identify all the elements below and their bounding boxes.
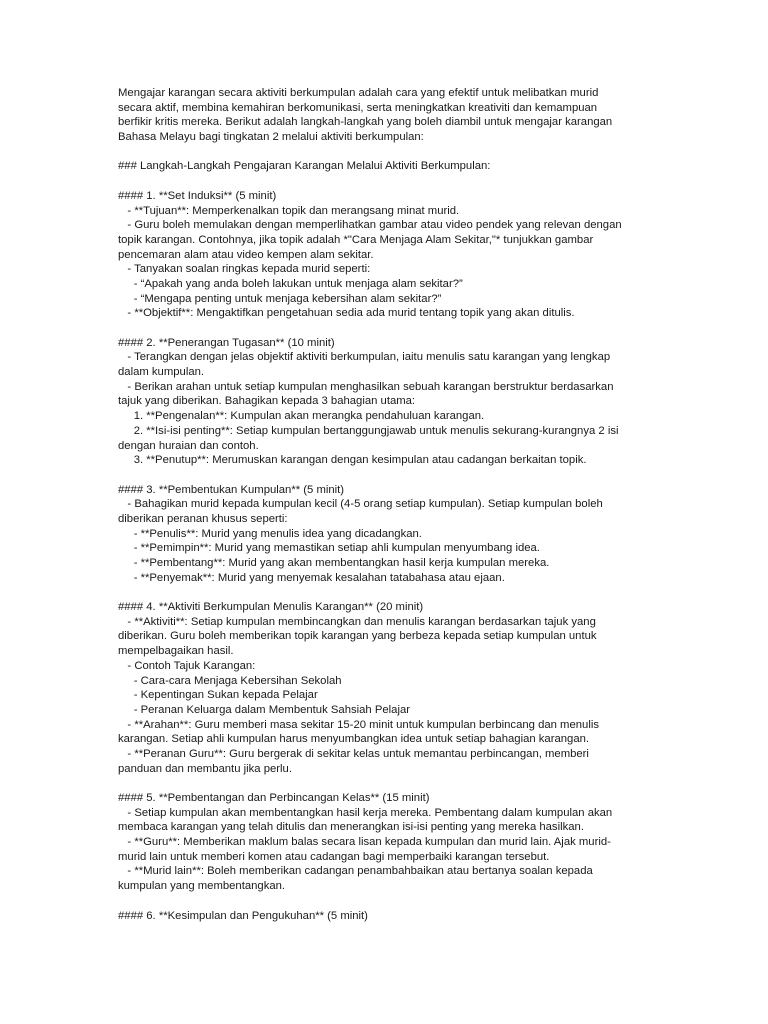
text-line: Bahasa Melayu bagi tingkatan 2 melalui aktiviti berkumpulan: — [118, 131, 424, 144]
text-line: karangan. Setiap ahli kumpulan harus menyumbangkan idea untuk setiap bahagian karangan. — [118, 733, 590, 746]
text-line: dengan huraian dan contoh. — [118, 439, 259, 452]
section-heading: #### 4. **Aktiviti Berkumpulan Menulis Karangan** (20 minit) — [118, 601, 424, 614]
text-line: 1. **Pengenalan**: Kumpulan akan merangka pendahuluan karangan. — [118, 410, 485, 423]
text-line: dalam kumpulan. — [118, 366, 205, 379]
text-line: - **Pembentang**: Murid yang akan membentangkan hasil kerja kumpulan mereka. — [118, 557, 550, 569]
text-line — [118, 585, 658, 600]
text-line: - **Murid lain**: Boleh memberikan cadangan penambahbaikan atau bertanya soalan kepada — [118, 865, 593, 878]
text-line: - Cara-cara Menjaga Kebersihan Sekolah — [118, 674, 342, 687]
document-body — [118, 86, 658, 923]
text-line: secara aktif, membina kemahiran berkomunikasi, serta meningkatkan kreativiti dan kemampuan — [118, 101, 598, 114]
text-line: diberikan. Guru boleh memberikan topik karangan yang berbeza kepada setiap kumpulan untuk — [118, 630, 597, 643]
text-line: - **Pemimpin**: Murid yang memastikan setiap ahli kumpulan menyumbang idea. — [118, 542, 540, 555]
text-line — [118, 468, 658, 483]
text-line: membaca karangan yang telah ditulis dan menerangkan isi-isi penting yang mereka hasilkan. — [118, 821, 584, 834]
text-line — [118, 894, 658, 909]
text-line: - Berikan arahan untuk setiap kumpulan menghasilkan sebuah karangan berstruktur berdasarkan — [118, 380, 614, 393]
section-heading: #### 5. **Pembentangan dan Perbincangan Kelas** (15 minit) — [118, 792, 430, 804]
text-line: - **Penulis**: Murid yang menulis idea yang dicadangkan. — [118, 527, 422, 540]
text-line — [118, 174, 658, 189]
text-line: berfikir kritis mereka. Berikut adalah langkah-langkah yang boleh diambil untuk mengajar karangan — [118, 116, 613, 129]
text-line: - Peranan Keluarga dalam Membentuk Sahsiah Pelajar — [118, 703, 410, 716]
text-line: - Contoh Tajuk Karangan: — [118, 659, 256, 672]
text-line — [118, 145, 658, 160]
text-line: tajuk yang diberikan. Bahagikan kepada 3 bahagian utama: — [118, 395, 416, 408]
text-line: pencemaran alam atau video kempen alam sekitar. — [118, 248, 374, 261]
text-line: 2. **Isi-isi penting**: Setiap kumpulan bertanggungjawab untuk menulis sekurang-kurangnya 2 isi — [118, 424, 619, 437]
text-line: - **Tujuan**: Memperkenalkan topik dan merangsang minat murid. — [118, 204, 460, 217]
text-line: - Terangkan dengan jelas objektif aktiviti berkumpulan, iaitu menulis satu karangan yang lengkap — [118, 351, 611, 364]
text-line: Mengajar karangan secara aktiviti berkumpulan adalah cara yang efektif untuk melibatkan murid — [118, 87, 599, 99]
text-line: murid lain untuk memberi komen atau cadangan bagi memperbaiki karangan tersebut. — [118, 850, 550, 863]
text-line: - Tanyakan soalan ringkas kepada murid seperti: — [118, 263, 371, 276]
main-heading: ### Langkah-Langkah Pengajaran Karangan Melalui Aktiviti Berkumpulan: — [118, 160, 491, 173]
text-line: - **Peranan Guru**: Guru bergerak di sekitar kelas untuk memantau perbincangan, memberi — [118, 747, 589, 760]
text-line: - Guru boleh memulakan dengan memperlihatkan gambar atau video pendek yang relevan dengan — [118, 219, 622, 232]
section-heading: #### 2. **Penerangan Tugasan** (10 minit) — [118, 336, 335, 349]
section-heading: #### 1. **Set Induksi** (5 minit) — [118, 189, 277, 202]
text-line: - **Objektif**: Mengaktifkan pengetahuan sedia ada murid tentang topik yang akan ditulis. — [118, 307, 575, 320]
text-line: - Setiap kumpulan akan membentangkan hasil kerja mereka. Pembentang dalam kumpulan akan — [118, 806, 613, 819]
text-line: - Kepentingan Sukan kepada Pelajar — [118, 689, 318, 702]
text-line: mempelbagaikan hasil. — [118, 645, 234, 658]
section-heading: #### 6. **Kesimpulan dan Pengukuhan** (5 minit) — [118, 909, 368, 922]
text-line — [118, 776, 658, 791]
section-heading: #### 3. **Pembentukan Kumpulan** (5 minit) — [118, 483, 345, 496]
text-line: - **Arahan**: Guru memberi masa sekitar 15-20 minit untuk kumpulan berbincang dan menulis — [118, 718, 599, 731]
text-line: kumpulan yang membentangkan. — [118, 880, 286, 893]
text-line: - **Guru**: Memberikan maklum balas secara lisan kepada kumpulan dan murid lain. Ajak murid- — [118, 836, 611, 849]
text-line: - **Aktiviti**: Setiap kumpulan membincangkan dan menulis karangan berdasarkan tajuk yang — [118, 615, 596, 628]
text-line: topik karangan. Contohnya, jika topik adalah *"Cara Menjaga Alam Sekitar,"* tunjukkan gambar — [118, 233, 594, 246]
text-line: - “Mengapa penting untuk menjaga kebersihan alam sekitar?” — [118, 292, 442, 305]
text-line: - Bahagikan murid kepada kumpulan kecil (4-5 orang setiap kumpulan). Setiap kumpulan boleh — [118, 498, 603, 511]
text-line — [118, 321, 658, 336]
text-line: - “Apakah yang anda boleh lakukan untuk menjaga alam sekitar?” — [118, 277, 463, 290]
text-line: - **Penyemak**: Murid yang menyemak kesalahan tatabahasa atau ejaan. — [118, 571, 505, 584]
text-line: diberikan peranan khusus seperti: — [118, 512, 288, 525]
text-line: panduan dan membantu jika perlu. — [118, 762, 292, 775]
text-line: 3. **Penutup**: Merumuskan karangan dengan kesimpulan atau cadangan berkaitan topik. — [118, 454, 587, 467]
